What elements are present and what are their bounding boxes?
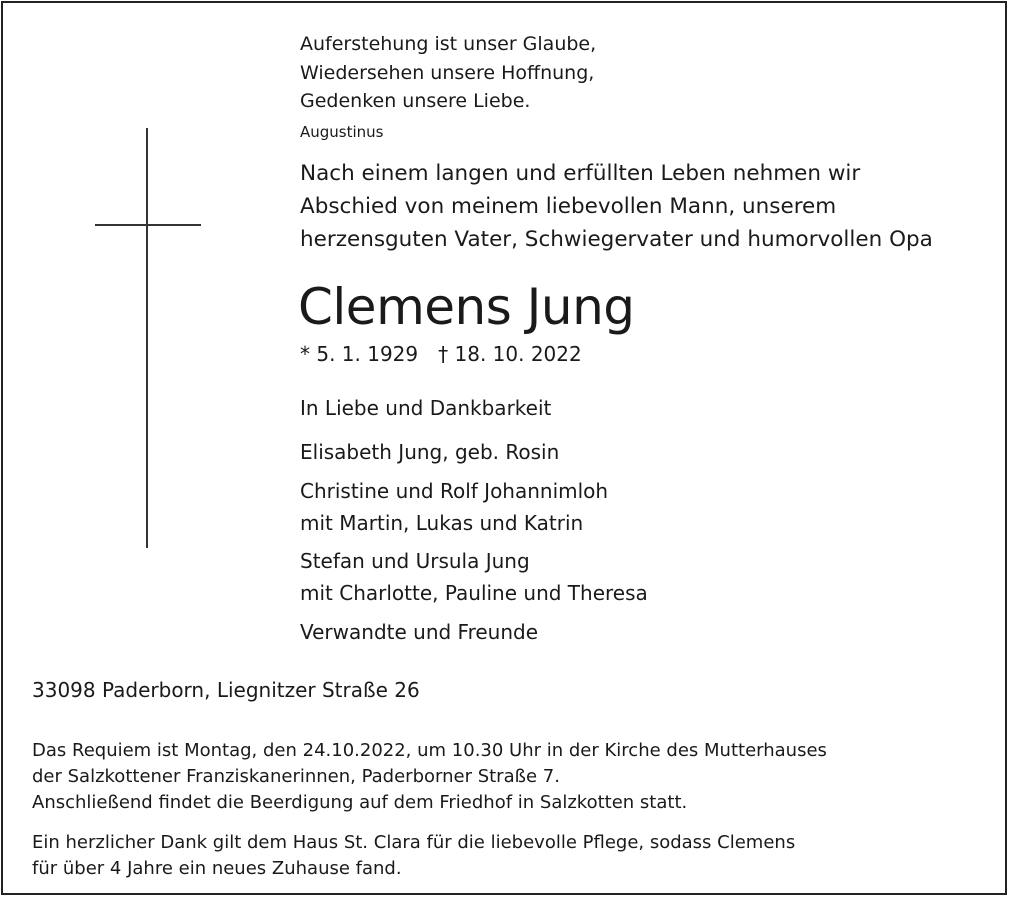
family-address: 33098 Paderborn, Liegnitzer Straße 26	[32, 678, 420, 702]
mourner-spouse: Elisabeth Jung, geb. Rosin	[300, 440, 560, 464]
motto-line: Gedenken unsere Liebe.	[300, 90, 531, 112]
mourner-line: mit Charlotte, Pauline und Theresa	[300, 580, 648, 605]
cross-vertical-bar	[146, 128, 148, 548]
intro-line: Nach einem langen und erfüllten Leben nehmen wir	[300, 161, 861, 186]
quote-author: Augustinus	[300, 123, 384, 141]
cross-horizontal-bar	[95, 224, 201, 226]
service-info	[32, 738, 827, 816]
thanks-line: Ein herzlicher Dank gilt dem Haus St. Clara für die liebevolle Pflege, sodass Clemens	[32, 832, 796, 853]
mourner-family-2	[300, 546, 648, 609]
birth-date: * 5. 1. 1929	[300, 342, 419, 366]
mourner-line: Stefan und Ursula Jung	[300, 549, 530, 573]
service-line: Anschließend findet die Beerdigung auf dem Friedhof in Salzkotten statt.	[32, 792, 688, 813]
mourner-line: Christine und Rolf Johannimloh	[300, 479, 609, 503]
intro-line: herzensguten Vater, Schwiegervater und humorvollen Opa	[300, 227, 933, 252]
cross-icon	[95, 128, 201, 548]
thanks-line: für über 4 Jahre ein neues Zuhause fand.	[32, 858, 402, 879]
service-line: Das Requiem ist Montag, den 24.10.2022, um 10.30 Uhr in der Kirche des Mutterhauses	[32, 740, 827, 761]
motto-quote	[300, 30, 596, 116]
mourner-family-1	[300, 476, 608, 539]
life-dates	[300, 342, 582, 366]
service-line: der Salzkottener Franziskanerinnen, Paderborner Straße 7.	[32, 766, 560, 787]
thanks-note	[32, 830, 795, 882]
mourners-heading: In Liebe und Dankbarkeit	[300, 396, 552, 420]
intro-text	[300, 157, 933, 256]
motto-line: Wiedersehen unsere Hoffnung,	[300, 61, 595, 84]
intro-line: Abschied von meinem liebevollen Mann, unserem	[300, 194, 837, 219]
mourner-others: Verwandte und Freunde	[300, 620, 539, 644]
motto-line: Auferstehung ist unser Glaube,	[300, 33, 597, 55]
death-date: † 18. 10. 2022	[438, 342, 582, 366]
mourner-line: mit Martin, Lukas und Katrin	[300, 510, 584, 535]
deceased-name: Clemens Jung	[298, 278, 635, 336]
